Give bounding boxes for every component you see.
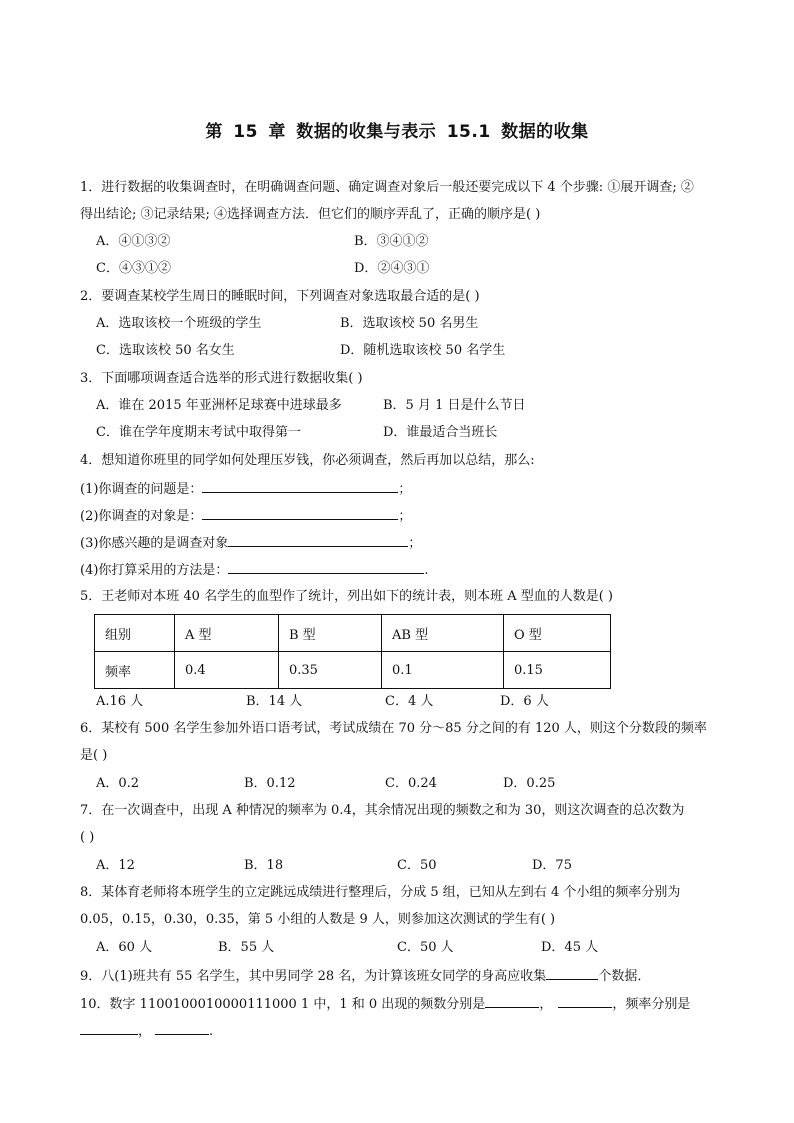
q2-option-d: D．随机选取该校 50 名学生 <box>340 343 506 358</box>
table-cell: 频率 <box>95 652 175 689</box>
q8-stem-line1: 8．某体育老师将本班学生的立定跳远成绩进行整理后，分成 5 组，已知从左到右 4 个小组的频率分别为 <box>80 885 681 900</box>
q3-option-a: A．谁在 2015 年亚洲杯足球赛中进球最多 <box>96 398 342 413</box>
table-cell: 0.15 <box>504 652 611 689</box>
q1-stem-line2: 得出结论; ③记录结果; ④选择调查方法．但它们的顺序弄乱了，正确的顺序是( ) <box>80 207 541 222</box>
table-cell: 组别 <box>95 615 175 652</box>
q1-option-a: A．④①③② <box>96 234 171 249</box>
q3-stem: 3．下面哪项调查适合选举的形式进行数据收集( ) <box>80 371 363 386</box>
q4-stem: 4．想知道你班里的同学如何处理压岁钱，你必须调查，然后再加以总结，那么: <box>80 453 535 468</box>
q10-blank-1[interactable] <box>485 993 539 1008</box>
q10-text-sep: ， <box>138 1024 152 1039</box>
q2-option-a: A．选取该校一个班级的学生 <box>96 316 262 331</box>
q4-item-2-end: ； <box>398 509 412 524</box>
q9-blank[interactable] <box>546 965 598 980</box>
table-header-row <box>95 615 611 652</box>
q4-item-1-label: (1)你调查的问题是： <box>80 482 203 497</box>
q7-stem-line1: 7．在一次调查中，出现 A 种情况的频率为 0.4，其余情况出现的频数之和为 30，则这次调查的总次数为 <box>80 803 685 818</box>
q1-option-d: D．②④③① <box>354 261 430 276</box>
q6-option-b: B．0.12 <box>244 776 296 791</box>
q3-option-b: B．5 月 1 日是什么节日 <box>383 398 526 413</box>
q6-option-a: A．0.2 <box>96 776 140 791</box>
q8-option-a: A．60 人 <box>96 940 153 955</box>
q7-option-c: C．50 <box>397 858 437 873</box>
table-cell: AB 型 <box>382 615 504 652</box>
q1-stem-line1: 1．进行数据的收集调查时，在明确调查问题、确定调查对象后一般还要完成以下 4 个步骤: ①展开调查; ② <box>80 180 694 195</box>
q4-item-3-label: (3)你感兴趣的是调查对象 <box>80 536 229 551</box>
q6-stem-line2: 是( ) <box>80 748 108 763</box>
q4-item-4-end: . <box>424 563 429 578</box>
q3-option-c: C．谁在学年度期末考试中取得第一 <box>96 425 301 440</box>
q8-option-d: D．45 人 <box>541 940 599 955</box>
q4-item-1-end: ； <box>398 482 412 497</box>
q8-stem-line2: 0.05，0.15，0.30，0.35，第 5 小组的人数是 9 人，则参加这次测试的学生有( ) <box>80 912 556 927</box>
q8-option-b: B．55 人 <box>218 940 275 955</box>
q2-stem: 2．要调查某校学生周日的睡眠时间，下列调查对象选取最合适的是( ) <box>80 289 480 304</box>
q4-blank-4[interactable] <box>228 559 424 574</box>
q9-text-before: 9．八(1)班共有 55 名学生，其中男同学 28 名，为计算该班女同学的身高应收集 <box>80 969 547 984</box>
q9-stem <box>80 965 650 987</box>
q5-option-c: C．4 人 <box>385 694 434 709</box>
q6-option-c: C．0.24 <box>385 776 437 791</box>
table-cell: 0.1 <box>382 652 504 689</box>
table-cell: 0.35 <box>279 652 382 689</box>
q7-stem-line2: ( ) <box>80 830 95 845</box>
q2-option-b: B．选取该校 50 名男生 <box>340 316 479 331</box>
q6-option-d: D．0.25 <box>503 776 556 791</box>
table-cell: 0.4 <box>175 652 279 689</box>
q1-option-b: B．③④①② <box>354 234 429 249</box>
q4-item-4-label: (4)你打算采用的方法是： <box>80 563 229 578</box>
q10-stem-line1 <box>80 993 690 1015</box>
q10-text-end: . <box>209 1024 214 1039</box>
q4-item-3-end: ； <box>408 536 422 551</box>
q10-blank-4[interactable] <box>155 1020 209 1035</box>
q4-item-2 <box>80 505 411 527</box>
q7-option-d: D．75 <box>532 858 572 873</box>
q5-option-d: D．6 人 <box>500 694 549 709</box>
q2-option-c: C．选取该校 50 名女生 <box>96 343 235 358</box>
q10-blank-3[interactable] <box>80 1020 138 1035</box>
table-cell: B 型 <box>279 615 382 652</box>
q5-option-a: A.16 人 <box>96 694 144 709</box>
q10-text-mid2: ，频率分别是 <box>612 997 691 1012</box>
table-row <box>95 652 611 689</box>
page-title: 第 15 章 数据的收集与表示 15.1 数据的收集 <box>205 122 589 142</box>
q4-blank-2[interactable] <box>202 505 398 520</box>
q7-option-b: B．18 <box>244 858 284 873</box>
q1-option-c: C．④③①② <box>96 261 171 276</box>
q9-text-after: 个数据． <box>598 969 651 984</box>
q5-stem: 5．王老师对本班 40 名学生的血型作了统计，列出如下的统计表，则本班 A 型血的人数是( ) <box>80 589 614 604</box>
q4-item-4 <box>80 559 429 581</box>
q8-option-c: C．50 人 <box>397 940 454 955</box>
q7-option-a: A．12 <box>96 858 135 873</box>
blood-type-table <box>94 614 611 689</box>
q4-item-2-label: (2)你调查的对象是： <box>80 509 203 524</box>
q4-blank-1[interactable] <box>202 478 398 493</box>
q4-item-1 <box>80 478 411 500</box>
q4-item-3 <box>80 532 421 554</box>
table-cell: O 型 <box>504 615 611 652</box>
table-cell: A 型 <box>175 615 279 652</box>
q10-stem-line2 <box>80 1020 213 1042</box>
q4-blank-3[interactable] <box>228 532 408 547</box>
q10-blank-2[interactable] <box>558 993 612 1008</box>
q5-option-b: B．14 人 <box>246 694 303 709</box>
q6-stem-line1: 6．某校有 500 名学生参加外语口语考试，考试成绩在 70 分～85 分之间的有 120 人，则这个分数段的频率 <box>80 721 707 736</box>
q3-option-d: D．谁最适合当班长 <box>383 425 498 440</box>
q10-text-before: 10．数字 1100100010000111000 1 中，1 和 0 出现的频数分别是 <box>80 997 486 1012</box>
q10-text-mid1: ， <box>539 997 553 1012</box>
